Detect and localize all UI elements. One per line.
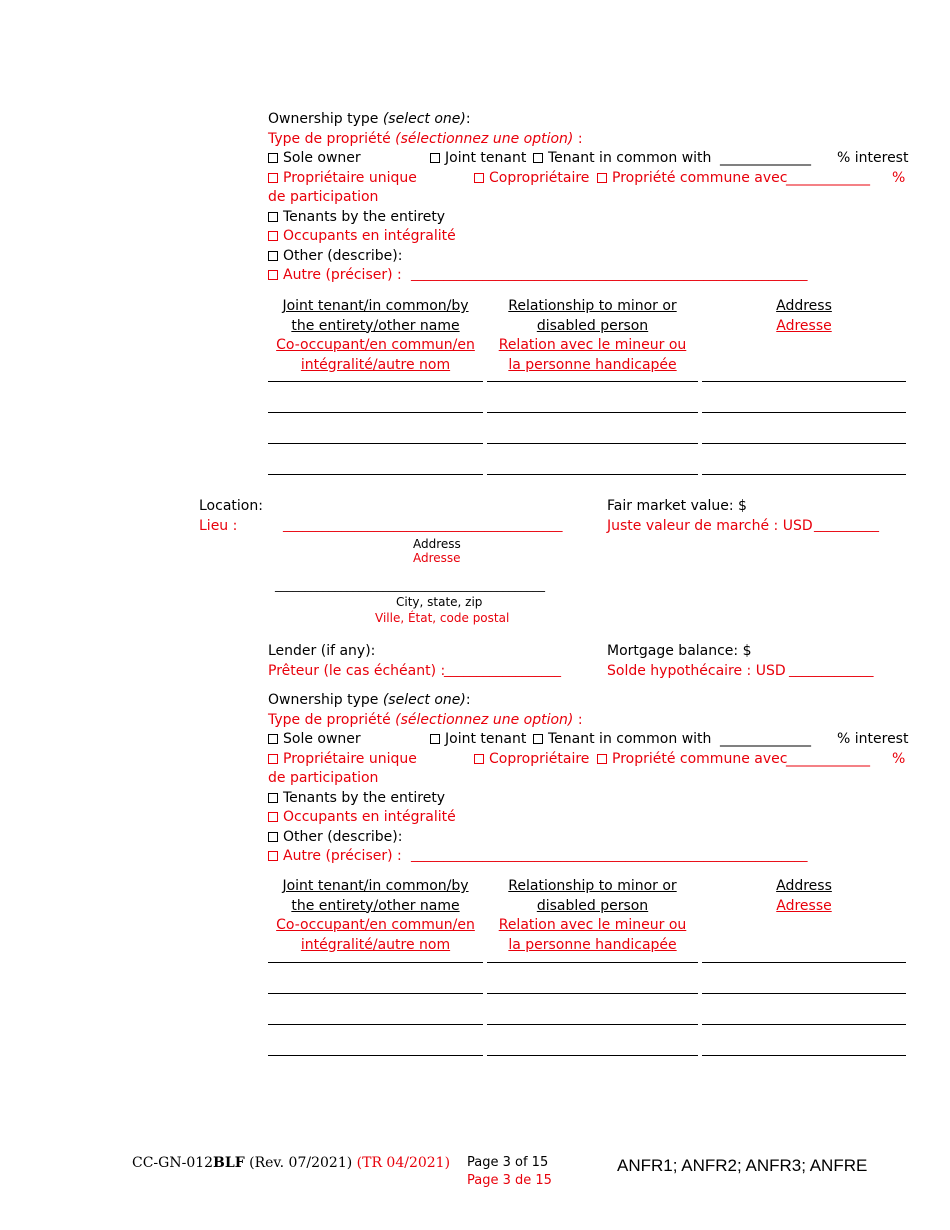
page-number: Page 3 of 15 bbox=[467, 1155, 549, 1170]
sole-owner-option[interactable]: Sole owner bbox=[268, 730, 361, 748]
sole-owner-option[interactable]: Sole owner bbox=[268, 149, 361, 167]
checkbox-icon[interactable] bbox=[430, 153, 440, 163]
interest-label: % interest bbox=[837, 731, 909, 747]
ownership-type-label: Ownership type (select one): bbox=[268, 111, 471, 127]
col-joint-tenant-header: Joint tenant/in common/by the entirety/other name Co-occupant/en commun/en intégralité/autre nom bbox=[276, 878, 475, 953]
city-caption-fr: Ville, État, code postal bbox=[375, 611, 510, 625]
checkbox-icon[interactable] bbox=[474, 173, 484, 183]
interest-field-fr[interactable]: ____________ bbox=[786, 170, 870, 186]
mortgage-balance-label-fr: Solde hypothécaire : USD bbox=[607, 663, 786, 679]
tenant-in-common-option[interactable]: Tenant in common with bbox=[533, 730, 711, 748]
tenants-entirety-option[interactable]: Tenants by the entirety bbox=[268, 208, 445, 226]
other-option-fr[interactable]: Autre (préciser) : bbox=[268, 266, 402, 284]
tenants-entirety-option-fr[interactable]: Occupants en intégralité bbox=[268, 808, 456, 826]
mortgage-balance-field[interactable]: _____________ bbox=[789, 663, 874, 678]
checkbox-icon[interactable] bbox=[597, 754, 607, 764]
sole-owner-option-fr[interactable]: Propriétaire unique bbox=[268, 750, 417, 768]
page-number-fr: Page 3 de 15 bbox=[467, 1173, 552, 1188]
checkbox-icon[interactable] bbox=[268, 251, 278, 261]
other-describe-field[interactable]: _____________________________________________________________ bbox=[411, 267, 808, 282]
fair-market-value-label: Fair market value: $ bbox=[607, 498, 747, 514]
joint-tenant-option-fr[interactable]: Copropriétaire bbox=[474, 169, 589, 187]
checkbox-icon[interactable] bbox=[268, 212, 278, 222]
checkbox-icon[interactable] bbox=[268, 793, 278, 803]
other-option-fr[interactable]: Autre (préciser) : bbox=[268, 847, 402, 865]
de-participation-label: de participation bbox=[268, 189, 379, 205]
tenant-in-common-option-fr[interactable]: Propriété commune avec bbox=[597, 169, 787, 187]
tenant-in-common-option[interactable]: Tenant in common with bbox=[533, 149, 711, 167]
checkbox-icon[interactable] bbox=[268, 153, 278, 163]
checkbox-icon[interactable] bbox=[268, 231, 278, 241]
lender-label: Lender (if any): bbox=[268, 643, 376, 659]
col-relationship-header: Relationship to minor or disabled person Relation avec le mineur ou la personne handicapée bbox=[498, 298, 687, 373]
lender-field[interactable]: __________________ bbox=[444, 663, 561, 678]
tenants-entirety-option-fr[interactable]: Occupants en intégralité bbox=[268, 227, 456, 245]
interest-label: % interest bbox=[837, 150, 909, 166]
address-caption-fr: Adresse bbox=[413, 551, 461, 565]
interest-field[interactable]: _____________ bbox=[720, 731, 811, 747]
form-code: CC-GN-012BLF (Rev. 07/2021) (TR 04/2021) bbox=[132, 1155, 451, 1171]
percent-label-fr: % bbox=[892, 170, 906, 186]
fair-market-value-label-fr: Juste valeur de marché : USD bbox=[607, 518, 813, 534]
tenants-entirety-option[interactable]: Tenants by the entirety bbox=[268, 789, 445, 807]
col-address-header: Address Adresse bbox=[776, 298, 832, 334]
location-label-fr: Lieu : bbox=[199, 518, 238, 534]
mortgage-balance-label: Mortgage balance: $ bbox=[607, 643, 752, 659]
ownership-type-label-fr: Type de propriété (sélectionnez une option) : bbox=[268, 131, 583, 147]
joint-tenant-option[interactable]: Joint tenant bbox=[430, 149, 526, 167]
checkbox-icon[interactable] bbox=[268, 754, 278, 764]
checkbox-icon[interactable] bbox=[268, 832, 278, 842]
col-joint-tenant-header: Joint tenant/in common/by the entirety/other name Co-occupant/en commun/en intégralité/autre nom bbox=[276, 298, 475, 373]
city-caption: City, state, zip bbox=[396, 595, 483, 609]
checkbox-icon[interactable] bbox=[430, 734, 440, 744]
other-describe-field[interactable]: _____________________________________________________________ bbox=[411, 848, 808, 863]
checkbox-icon[interactable] bbox=[268, 851, 278, 861]
interest-field[interactable]: _____________ bbox=[720, 150, 811, 166]
sole-owner-option-fr[interactable]: Propriétaire unique bbox=[268, 169, 417, 187]
checkbox-icon[interactable] bbox=[268, 173, 278, 183]
col-address-header: Address Adresse bbox=[776, 878, 832, 914]
ownership-type-label-fr: Type de propriété (sélectionnez une option) : bbox=[268, 712, 583, 728]
fair-market-value-field[interactable]: __________ bbox=[814, 518, 879, 533]
form-codes: ANFR1; ANFR2; ANFR3; ANFRE bbox=[617, 1156, 868, 1175]
checkbox-icon[interactable] bbox=[474, 754, 484, 764]
other-option[interactable]: Other (describe): bbox=[268, 247, 402, 265]
checkbox-icon[interactable] bbox=[533, 153, 543, 163]
joint-tenant-option-fr[interactable]: Copropriétaire bbox=[474, 750, 589, 768]
ownership-type-label: Ownership type (select one): bbox=[268, 692, 471, 708]
joint-tenant-option[interactable]: Joint tenant bbox=[430, 730, 526, 748]
checkbox-icon[interactable] bbox=[268, 812, 278, 822]
tenant-in-common-option-fr[interactable]: Propriété commune avec bbox=[597, 750, 787, 768]
address-caption: Address bbox=[413, 537, 461, 551]
lender-label-fr: Prêteur (le cas échéant) : bbox=[268, 663, 446, 679]
location-address-field[interactable]: ___________________________________________ bbox=[283, 518, 563, 533]
other-option[interactable]: Other (describe): bbox=[268, 828, 402, 846]
checkbox-icon[interactable] bbox=[533, 734, 543, 744]
de-participation-label: de participation bbox=[268, 770, 379, 786]
checkbox-icon[interactable] bbox=[597, 173, 607, 183]
checkbox-icon[interactable] bbox=[268, 734, 278, 744]
col-relationship-header: Relationship to minor or disabled person Relation avec le mineur ou la personne handicapée bbox=[498, 878, 687, 953]
interest-field-fr[interactable]: ____________ bbox=[786, 751, 870, 767]
percent-label-fr: % bbox=[892, 751, 906, 767]
city-state-zip-field[interactable]: _____________________________________________ bbox=[275, 578, 545, 592]
checkbox-icon[interactable] bbox=[268, 270, 278, 280]
location-label: Location: bbox=[199, 498, 263, 514]
